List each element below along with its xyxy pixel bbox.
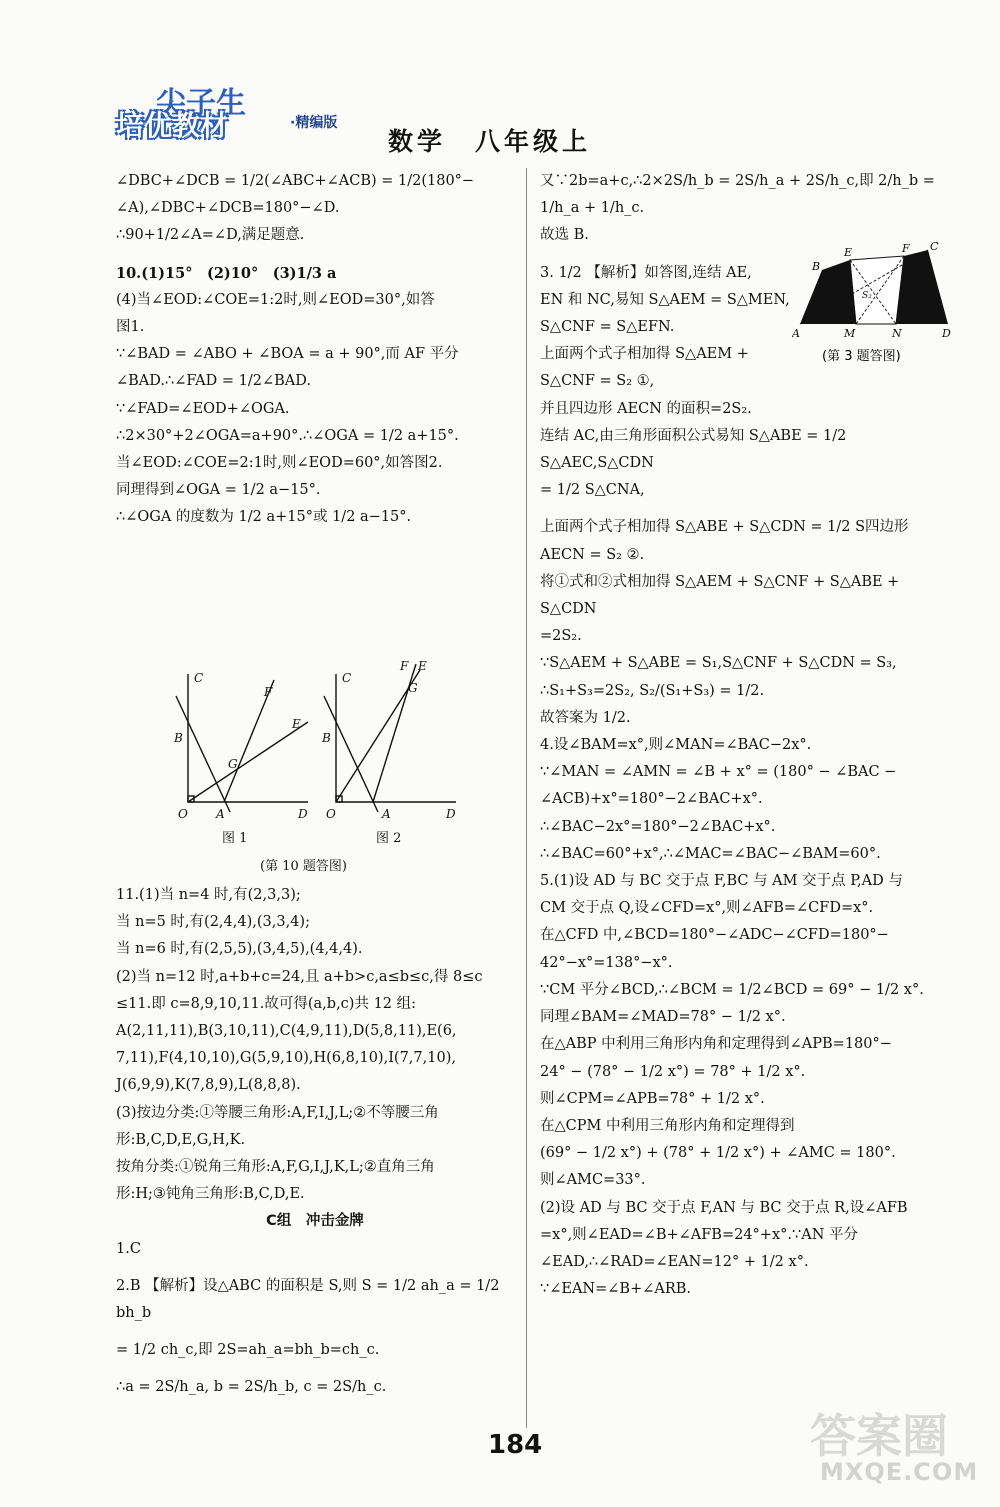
text-line: ∠BAD.∴∠FAD = 1/2∠BAD. bbox=[116, 373, 311, 390]
text-line: EN 和 NC,易知 S△AEM = S△MEN, bbox=[540, 291, 790, 308]
text-line: S△CNF = S△EFN. bbox=[540, 319, 675, 336]
text-line: 故选 B. bbox=[540, 227, 589, 244]
label-C: C bbox=[194, 671, 204, 685]
page-header bbox=[112, 78, 932, 158]
text-line: ∴2×30°+2∠OGA=a+90°.∴∠OGA = 1/2 a+15°. bbox=[116, 427, 459, 444]
logo-edition: ·精编版 bbox=[290, 115, 338, 131]
text-line: ∵∠EAN=∠B+∠ARB. bbox=[540, 1281, 692, 1298]
book-logo bbox=[112, 78, 392, 150]
text-line: ∴S₁+S₃=2S₂, S₂/(S₁+S₃) = 1/2. bbox=[540, 682, 765, 699]
text-line: 当 n=6 时,有(2,5,5),(3,4,5),(4,4,4). bbox=[116, 941, 363, 958]
text-line: (69° − 1/2 x°) + (78° + 1/2 x°) + ∠AMC = 180°. bbox=[540, 1145, 896, 1162]
text-line: (4)当∠EOD:∠COE=1:2时,则∠EOD=30°,如答 bbox=[116, 291, 435, 308]
section-title: C组 冲击金牌 bbox=[266, 1213, 364, 1230]
label-C-2: C bbox=[342, 671, 352, 685]
text-line: 并且四边形 AECN 的面积=2S₂. bbox=[540, 400, 752, 417]
watermark-logo bbox=[810, 1400, 980, 1495]
label-E: E bbox=[844, 246, 853, 259]
geometry-figure-10 bbox=[168, 652, 468, 882]
text-line: 当 n=5 时,有(2,4,4),(3,3,4); bbox=[116, 914, 310, 931]
label-B: B bbox=[174, 731, 183, 745]
figure-question-3 bbox=[792, 242, 956, 387]
watermark-cn: 答案圈 bbox=[810, 1409, 948, 1463]
text-line: 同理得到∠OGA = 1/2 a−15°. bbox=[116, 482, 321, 499]
label-E: E bbox=[292, 717, 301, 731]
text-line: = 1/2 ch_c,即 2S=ah_a=bh_b=ch_c. bbox=[116, 1342, 380, 1359]
text-line: (2)当 n=12 时,a+b+c=24,且 a+b>c,a≤b≤c,得 8≤c bbox=[116, 968, 483, 985]
question-4: 4.设∠BAM=x°,则∠MAN=∠BAC−2x°. bbox=[540, 737, 812, 754]
text-line: 上面两个式子相加得 S△ABE + S△CDN = 1/2 S四边形AECN = S₂ ②. bbox=[540, 519, 909, 563]
question-11: 11.(1)当 n=4 时,有(2,3,3); bbox=[116, 887, 301, 903]
question-5: 5.(1)设 AD 与 BC 交于点 F,BC 与 AM 交于点 P,AD 与 bbox=[540, 873, 903, 890]
label-D: D bbox=[298, 807, 308, 821]
question-3: 3. 1/2 【解析】如答图,连结 AE, bbox=[540, 264, 752, 281]
text-line: ∵CM 平分∠BCD,∴∠BCM = 1/2∠BCD = 69° − 1/2 x°. bbox=[540, 981, 924, 998]
figure-2-label: 图 2 bbox=[376, 831, 402, 846]
label-C: C bbox=[930, 242, 939, 253]
text-line: 形:H;③钝角三角形:B,C,D,E. bbox=[116, 1186, 305, 1203]
text-line: (2)设 AD 与 BC 交于点 F,AN 与 BC 交于点 R,设∠AFB bbox=[540, 1199, 908, 1216]
text-line: 同理∠BAM=∠MAD=78° − 1/2 x°. bbox=[540, 1009, 786, 1026]
text-line: (3)按边分类:①等腰三角形:A,F,I,J,L;②不等腰三角 bbox=[116, 1104, 439, 1121]
figure-10-caption: (第 10 题答图) bbox=[260, 859, 347, 874]
text-line: 连结 AC,由三角形面积公式易知 S△ABE = 1/2 S△AEC,S△CDN bbox=[540, 427, 851, 472]
text-line: ∵∠FAD=∠EOD+∠OGA. bbox=[116, 400, 290, 417]
label-D-2: D bbox=[446, 807, 456, 821]
figure-3-caption: (第 3 题答图) bbox=[822, 349, 901, 364]
text-line: 则∠AMC=33°. bbox=[540, 1172, 646, 1189]
text-line: 按角分类:①锐角三角形:A,F,G,I,J,K,L;②直角三角 bbox=[116, 1159, 435, 1176]
text-line: ∠A),∠DBC+∠DCB=180°−∠D. bbox=[116, 200, 340, 217]
figure-1-label: 图 1 bbox=[222, 831, 248, 846]
geometry-figure-3 bbox=[792, 242, 956, 387]
label-O: O bbox=[178, 807, 188, 821]
text-line: =2S₂. bbox=[540, 628, 582, 645]
text-line: 则∠CPM=∠APB=78° + 1/2 x°. bbox=[540, 1090, 765, 1107]
text-line: ∴90+1/2∠A=∠D,满足题意. bbox=[116, 227, 305, 244]
label-F: F bbox=[264, 685, 273, 699]
label-G: G bbox=[228, 757, 238, 771]
text-line: 42°−x°=138°−x°. bbox=[540, 954, 673, 971]
label-E-2: E bbox=[418, 659, 427, 673]
text-line: ∴∠OGA 的度数为 1/2 a+15°或 1/2 a−15°. bbox=[116, 509, 412, 526]
text-line: S△CNF = S₂ ①, bbox=[540, 373, 655, 390]
text-line: 形:B,C,D,E,G,H,K. bbox=[116, 1131, 246, 1148]
text-line: 2.B 【解析】设△ABC 的面积是 S,则 S = 1/2 ah_a = 1/2 bh_b bbox=[116, 1277, 505, 1322]
text-line: ∵∠BAD = ∠ABO + ∠BOA = a + 90°,而 AF 平分 bbox=[116, 346, 459, 363]
text-line: 7,11),F(4,10,10),G(5,9,10),H(6,8,10),I(7,7,10), bbox=[116, 1050, 456, 1067]
label-A: A bbox=[216, 807, 225, 821]
left-column-lower bbox=[116, 882, 514, 1402]
text-line: = 1/2 S△CNA, bbox=[540, 482, 645, 499]
label-B: B bbox=[812, 260, 821, 273]
page-number: 184 bbox=[488, 1430, 543, 1460]
text-line: 上面两个式子相加得 S△AEM + bbox=[540, 346, 749, 363]
logo-main: 培优教材 bbox=[116, 109, 229, 142]
text-line: 1.C bbox=[116, 1240, 141, 1257]
left-column bbox=[116, 168, 514, 532]
text-line: 在△ABP 中利用三角形内角和定理得到∠APB=180°− bbox=[540, 1036, 892, 1053]
logo-brand: 尖子生 bbox=[156, 86, 246, 121]
text-line: ≤11.即 c=8,9,10,11.故可得(a,b,c)共 12 组: bbox=[116, 995, 417, 1012]
subject-title: 数学 八年级上 bbox=[388, 127, 592, 156]
text-line: 在△CFD 中,∠BCD=180°−∠ADC−∠CFD=180°− bbox=[540, 927, 889, 944]
label-M: M bbox=[844, 327, 856, 340]
text-line: 图1. bbox=[116, 319, 145, 336]
watermark-en: MXQE.COM bbox=[820, 1458, 979, 1486]
text-line: ∠DBC+∠DCB = 1/2(∠ABC+∠ACB) = 1/2(180°− bbox=[116, 173, 475, 189]
text-line: ∵∠MAN = ∠AMN = ∠B + x° = (180° − ∠BAC − bbox=[540, 764, 897, 781]
text-line: 在△CPM 中利用三角形内角和定理得到 bbox=[540, 1117, 795, 1134]
text-line: 故答案为 1/2. bbox=[540, 709, 631, 726]
label-S2: S₂ bbox=[862, 291, 872, 301]
label-A: A bbox=[792, 327, 800, 340]
text-line: J(6,9,9),K(7,8,9),L(8,8,8). bbox=[116, 1077, 301, 1094]
text-line: CM 交于点 Q,设∠CFD=x°,则∠AFB=∠CFD=x°. bbox=[540, 900, 874, 917]
text-line: ∠EAD,∴∠RAD=∠EAN=12° + 1/2 x°. bbox=[540, 1253, 809, 1270]
text-line: ∠ACB)+x°=180°−2∠BAC+x°. bbox=[540, 791, 763, 808]
label-O-2: O bbox=[326, 807, 336, 821]
text-line: ∴∠BAC=60°+x°,∴∠MAC=∠BAC−∠BAM=60°. bbox=[540, 845, 881, 862]
label-F: F bbox=[902, 242, 910, 255]
text-line: 24° − (78° − 1/2 x°) = 78° + 1/2 x°. bbox=[540, 1063, 806, 1080]
text-line: =x°,则∠EAD=∠B+∠AFB=24°+x°.∵AN 平分 bbox=[540, 1226, 858, 1243]
question-10: 10.(1)15° (2)10° (3)1/3 a bbox=[116, 264, 337, 282]
label-B-2: B bbox=[322, 731, 331, 745]
text-line: 又∵2b=a+c,∴2×2S/h_b = 2S/h_a + 2S/h_c,即 2/h_b = 1/h_a + 1/h_c. bbox=[540, 173, 940, 217]
text-line: A(2,11,11),B(3,10,11),C(4,9,11),D(5,8,11),E(6, bbox=[116, 1023, 457, 1040]
text-line: ∴∠BAC−2x°=180°−2∠BAC+x°. bbox=[540, 818, 776, 835]
label-D: D bbox=[942, 327, 951, 340]
text-line: 当∠EOD:∠COE=2:1时,则∠EOD=60°,如答图2. bbox=[116, 455, 443, 472]
label-N: N bbox=[892, 327, 902, 340]
text-line: ∴a = 2S/h_a, b = 2S/h_b, c = 2S/h_c. bbox=[116, 1379, 387, 1396]
label-A-2: A bbox=[382, 807, 391, 821]
text-line: 将①式和②式相加得 S△AEM + S△CNF + S△ABE + S△CDN bbox=[540, 573, 904, 618]
column-divider bbox=[526, 168, 527, 1428]
figure-question-10 bbox=[168, 652, 468, 882]
text-line: ∵S△AEM + S△ABE = S₁,S△CNF + S△CDN = S₃, bbox=[540, 655, 897, 672]
label-F-2: F bbox=[400, 659, 409, 673]
label-G-2: G bbox=[408, 681, 418, 695]
